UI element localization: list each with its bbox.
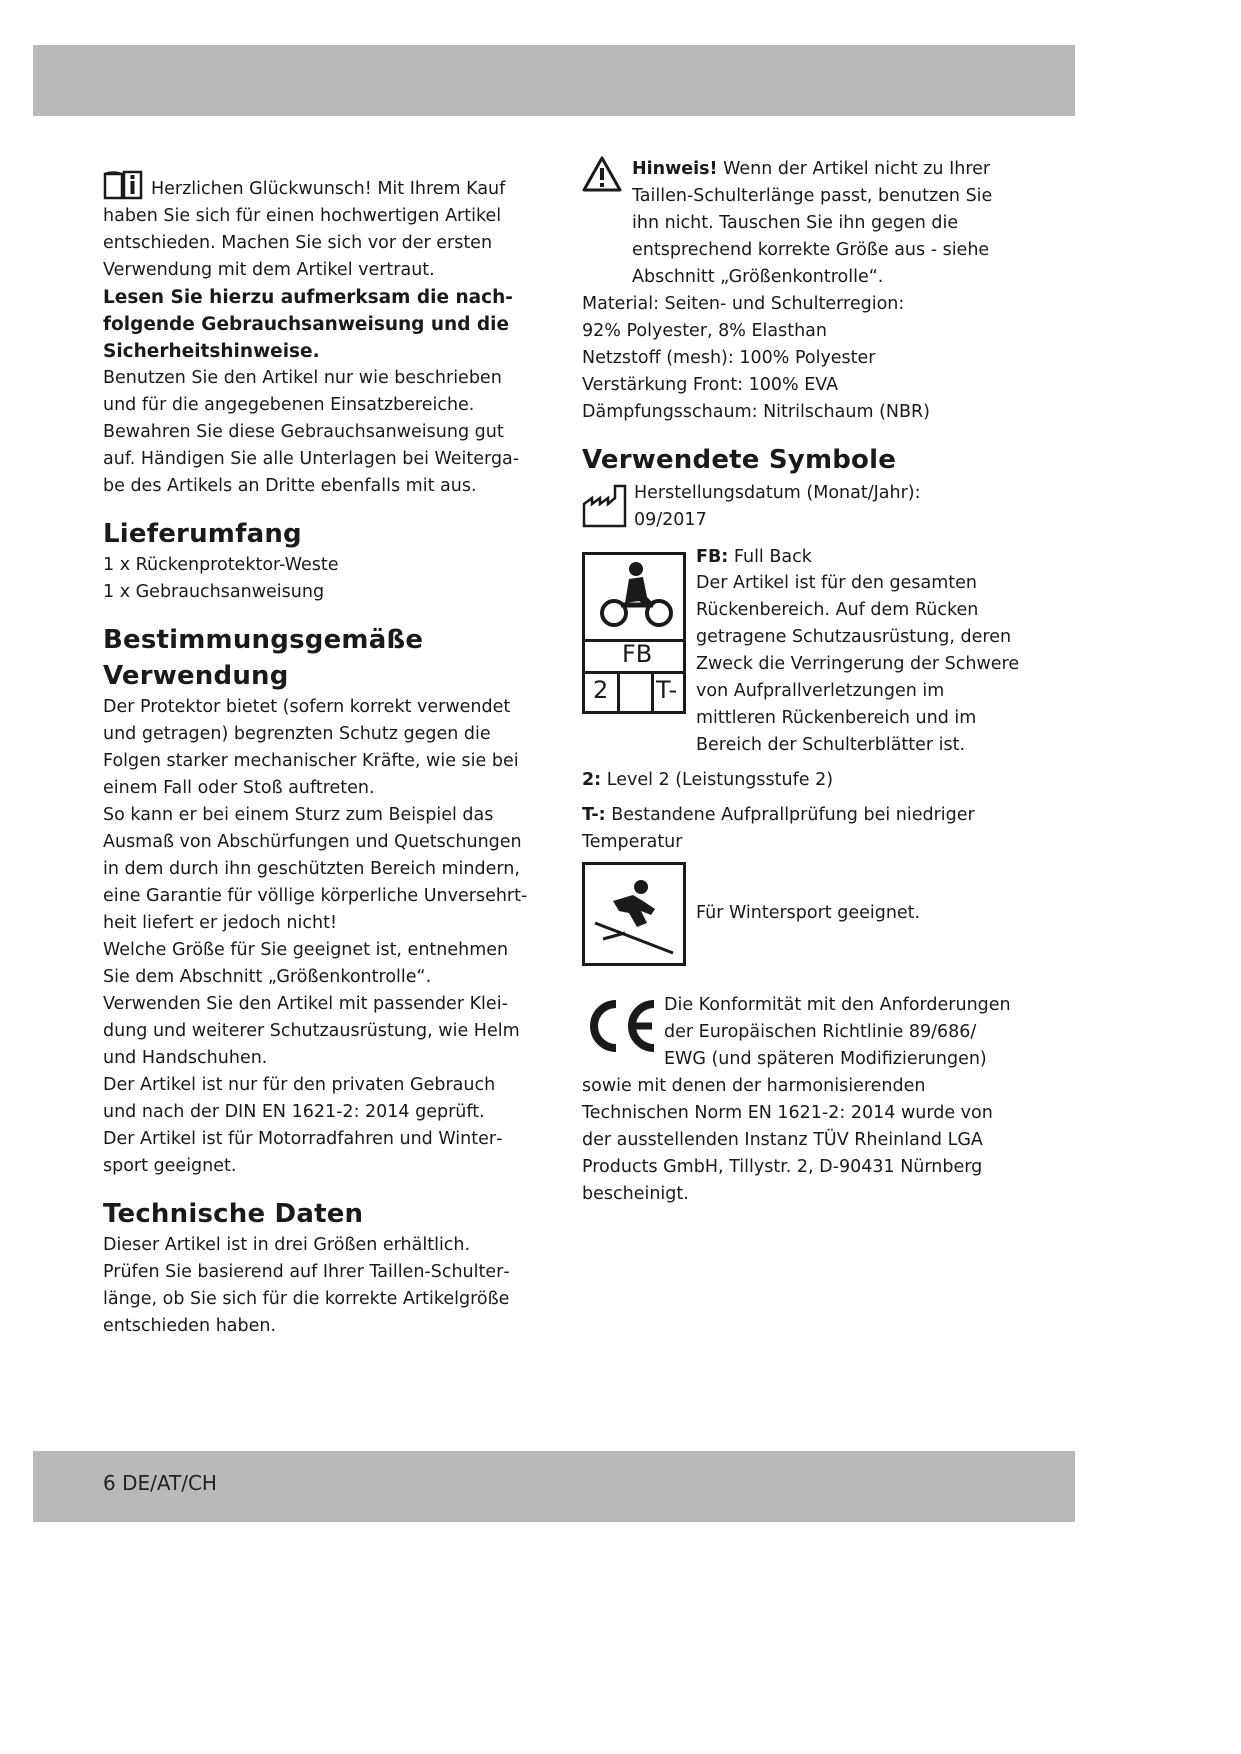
page-number: 6 DE/AT/CH bbox=[103, 1471, 217, 1495]
bestimmung-paragraph: So kann er bei einem Sturz zum Beispiel das Ausmaß von Abschürfungen und Quetschungen in dem durch ihn geschützten Bereich mindern, eine Garantie für völlige körperliche Unversehrtheit liefert er jedoch nicht! bbox=[103, 805, 528, 933]
symbole-heading: Verwendete Symbole bbox=[582, 445, 897, 475]
material-line: Netzstoff (mesh): 100% Polyester bbox=[582, 348, 876, 368]
herstellung-value: 09/2017 bbox=[634, 510, 707, 530]
material-line: 92% Polyester, 8% Elasthan bbox=[582, 321, 827, 341]
material-line: Material: Seiten- und Schulterregion: bbox=[582, 294, 905, 314]
bestimmung-paragraph: Der Artikel ist für Motorradfahren und Wintersport geeignet. bbox=[103, 1129, 503, 1176]
fb-title-text: Full Back bbox=[733, 547, 812, 567]
lieferumfang-item: 1 x Rückenprotektor-Weste bbox=[103, 555, 339, 575]
fb-box-temp: T- bbox=[656, 676, 678, 704]
winter-text: Für Wintersport geeignet. bbox=[696, 903, 921, 923]
fb-title-bold: FB: bbox=[696, 547, 729, 567]
factory-icon bbox=[582, 484, 628, 528]
level-text: Level 2 (Leistungsstufe 2) bbox=[606, 770, 834, 790]
technik-heading: Technische Daten bbox=[103, 1199, 364, 1229]
bestimmung-heading: Bestimmungsgemäße Verwendung bbox=[103, 625, 424, 691]
hinweis-first-line bbox=[582, 156, 1022, 291]
skier-icon bbox=[585, 865, 683, 963]
right-column bbox=[582, 156, 1022, 1208]
bestimmung-paragraph: Der Artikel ist nur für den privaten Gebrauch und nach der DIN EN 1621-2: 2014 geprüft. bbox=[103, 1075, 496, 1122]
fb-box-label: FB bbox=[622, 640, 653, 668]
herstellung-row bbox=[582, 480, 1022, 538]
intro-bold-text: Lesen Sie hierzu aufmerksam die nachfolgende Gebrauchsanweisung und die Sicherheitshinweise. bbox=[103, 287, 513, 362]
intro-rest-text: Benutzen Sie den Artikel nur wie beschrieben und für die angegebenen Einsatzbereiche. Bewahren Sie diese Gebrauchsanweisung gut auf. Händigen Sie alle Unterlagen bei Weitergabe des Artikels an Dritte ebenfalls mit aus. bbox=[103, 368, 520, 496]
technik-paragraph: Prüfen Sie basierend auf Ihrer Taillen-Schulterlänge, ob Sie sich für die korrekte Artikelgröße entschieden haben. bbox=[103, 1262, 510, 1336]
winter-symbol-box bbox=[582, 862, 686, 966]
temp-line bbox=[582, 802, 1022, 856]
footer-band bbox=[33, 1451, 1075, 1522]
intro-paragraph bbox=[103, 170, 533, 284]
technik-paragraph: Dieser Artikel ist in drei Größen erhältlich. bbox=[103, 1235, 471, 1255]
intro-text: Herzlichen Glückwunsch! Mit Ihrem Kauf haben Sie sich für einen hochwertigen Artikel entschieden. Machen Sie sich vor der ersten Verwendung mit dem Artikel vertraut. bbox=[103, 179, 506, 280]
header-band bbox=[33, 45, 1075, 116]
bestimmung-paragraph: Welche Größe für Sie geeignet ist, entnehmen Sie dem Abschnitt „Größenkontrolle“. bbox=[103, 940, 509, 987]
hinweis-text: Wenn der Artikel nicht zu Ihrer Taillen-Schulterlänge passt, benutzen Sie ihn nicht. Tauschen Sie ihn gegen die entsprechend korrekte Größe aus - siehe Abschnitt „Größenkontrolle“. bbox=[632, 159, 993, 287]
bestimmung-paragraph: Verwenden Sie den Artikel mit passender Kleidung und weiterer Schutzausrüstung, wie Helm und Handschuhen. bbox=[103, 994, 520, 1068]
bestimmung-paragraph: Der Protektor bietet (sofern korrekt verwendet und getragen) begrenzten Schutz gegen die Folgen starker mechanischer Kräfte, wie sie bei einem Fall oder Stoß auftreten. bbox=[103, 697, 519, 798]
temp-bold: T-: bbox=[582, 805, 606, 825]
fb-wrap-spacer bbox=[582, 570, 696, 740]
info-book-icon bbox=[103, 170, 143, 200]
level-bold: 2: bbox=[582, 770, 602, 790]
level-line bbox=[582, 767, 1022, 794]
left-column bbox=[103, 168, 533, 1340]
temp-text: Bestandene Aufprallprüfung bei niedriger Temperatur bbox=[582, 805, 975, 852]
material-list bbox=[582, 291, 1022, 426]
ce-block bbox=[582, 992, 1022, 1208]
ce-text: Die Konformität mit den Anforderungen der Europäischen Richtlinie 89/686/ EWG (und späteren Modifizierungen) sowie mit denen der harmonisierenden Technischen Norm EN 1621-2: 2014 wurde von der ausstellenden Instanz TÜV Rheinland LGA Products GmbH, Tillystr. 2, D-90431 Nürnberg bescheinigt. bbox=[582, 995, 1011, 1204]
herstellung-label: Herstellungsdatum (Monat/Jahr): bbox=[634, 483, 921, 503]
material-line: Dämpfungsschaum: Nitrilschaum (NBR) bbox=[582, 402, 930, 422]
hinweis-label: Hinweis! bbox=[632, 159, 718, 179]
warning-icon bbox=[582, 156, 622, 192]
lieferumfang-heading: Lieferumfang bbox=[103, 519, 302, 549]
fb-desc-text: Der Artikel ist für den gesamten Rückenbereich. Auf dem Rücken getragene Schutzausrüstung, deren Zweck die Verringerung der Schwere von Aufprallverletzungen im mittleren Rückenbereich und im Bereich der Schulterblätter ist. bbox=[582, 570, 1022, 759]
winter-row bbox=[582, 862, 1022, 970]
fb-description bbox=[696, 544, 996, 571]
material-line: Verstärkung Front: 100% EVA bbox=[582, 375, 839, 395]
fb-box-level: 2 bbox=[593, 676, 609, 704]
lieferumfang-item: 1 x Gebrauchsanweisung bbox=[103, 582, 325, 602]
hinweis-block bbox=[582, 156, 1022, 291]
fb-title-line bbox=[696, 544, 996, 571]
ce-mark-icon bbox=[582, 998, 658, 1054]
